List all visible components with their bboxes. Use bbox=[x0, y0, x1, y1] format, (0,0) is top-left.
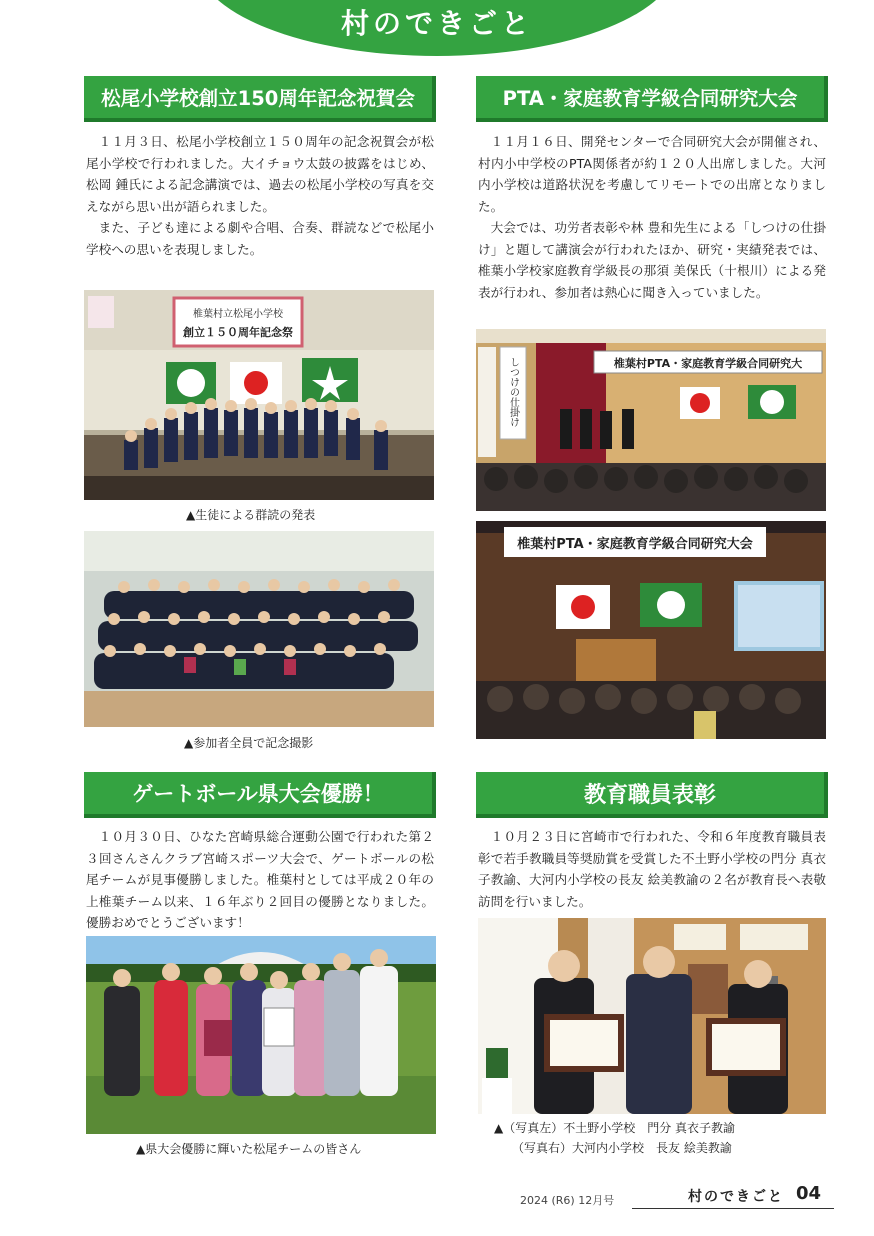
footer-title: 村のできごと bbox=[688, 1189, 784, 1205]
photo-pta-hall bbox=[476, 521, 826, 739]
photo-group-reading bbox=[84, 290, 434, 500]
footer-rule bbox=[632, 1208, 834, 1209]
heading-anniversary: 松尾小学校創立150周年記念祝賀会 bbox=[84, 76, 436, 122]
caption-group-reading: ▲生徒による群読の発表 bbox=[186, 508, 316, 522]
page-number: 04 bbox=[796, 1183, 822, 1204]
caption-award: ▲（写真左）不土野小学校 門分 真衣子教諭 （写真右）大河内小学校 長友 絵美教諭 bbox=[494, 1121, 736, 1155]
photo-gateball-team bbox=[86, 936, 436, 1134]
pta-board-text: しつけの仕掛け bbox=[507, 357, 519, 427]
photo-pta-stage bbox=[476, 329, 826, 511]
section-title: 村のできごと bbox=[340, 7, 533, 40]
text-pta: １１月１６日、開発センターで合同研究大会が開催され、村内小中学校のPTA関係者が約１２０人出席しました。大河内小学校は道路状況を考慮してリモートでの出席となりました。 大会では、功労者表彰や林 豊和先生による「しつけの仕掛け」と題して講演会が行われたほか、研究・実績発表では、椎葉小学校家庭教育学級長の那須 美保氏（十根川）による発表が行われ、参加者は熱心に聞き入っていました。 bbox=[478, 134, 826, 300]
footer-issue: 2024 (R6) 12月号 bbox=[520, 1194, 615, 1207]
section-banner bbox=[196, 0, 678, 56]
heading-gateball: ゲートボール県大会優勝！ bbox=[84, 772, 436, 818]
caption-gateball: ▲県大会優勝に輝いた松尾チームの皆さん bbox=[136, 1142, 362, 1156]
school-sign-line2: 創立１５０周年記念祭 bbox=[183, 326, 293, 339]
photo-group-commemorative bbox=[84, 531, 434, 727]
pta-hall-banner: 椎葉村PTA・家庭教育学級合同研究大会 bbox=[517, 537, 753, 552]
heading-pta: PTA・家庭教育学級合同研究大会 bbox=[476, 76, 828, 122]
heading-award: 教育職員表彰 bbox=[476, 772, 828, 818]
school-sign-line1: 椎葉村立松尾小学校 bbox=[193, 309, 283, 320]
text-gateball: １０月３０日、ひなた宮崎県総合運動公園で行われた第２３回さんさんクラブ宮崎スポーツ大会で、ゲートボールの松尾チームが見事優勝しました。椎葉村としては平成２０年の上椎葉チーム以来、１６年ぶり２回目の優勝となりました。優勝おめでとうございます！ bbox=[86, 829, 434, 930]
pta-stage-banner: 椎葉村PTA・家庭教育学級合同研究大 bbox=[613, 357, 803, 370]
text-award: １０月２３日に宮崎市で行われた、令和６年度教育職員表彰で若手教職員等奨励賞を受賞した不土野小学校の門分 真衣子教諭、大河内小学校の長友 絵美教諭の２名が教育長へ表敬訪問を行いました。 bbox=[478, 829, 826, 909]
caption-commemorative: ▲参加者全員で記念撮影 bbox=[184, 736, 314, 750]
text-anniversary: １１月３日、松尾小学校創立１５０周年の記念祝賀会が松尾小学校で行われました。大イチョウ太鼓の披露をはじめ、松岡 鍾氏による記念講演では、過去の松尾小学校の写真を交えながら思い出が語られました。 また、子ども達による劇や合唱、合奏、群読などで松尾小学校への思いを表現しました。 bbox=[86, 134, 434, 257]
photo-award-visit bbox=[478, 918, 826, 1114]
